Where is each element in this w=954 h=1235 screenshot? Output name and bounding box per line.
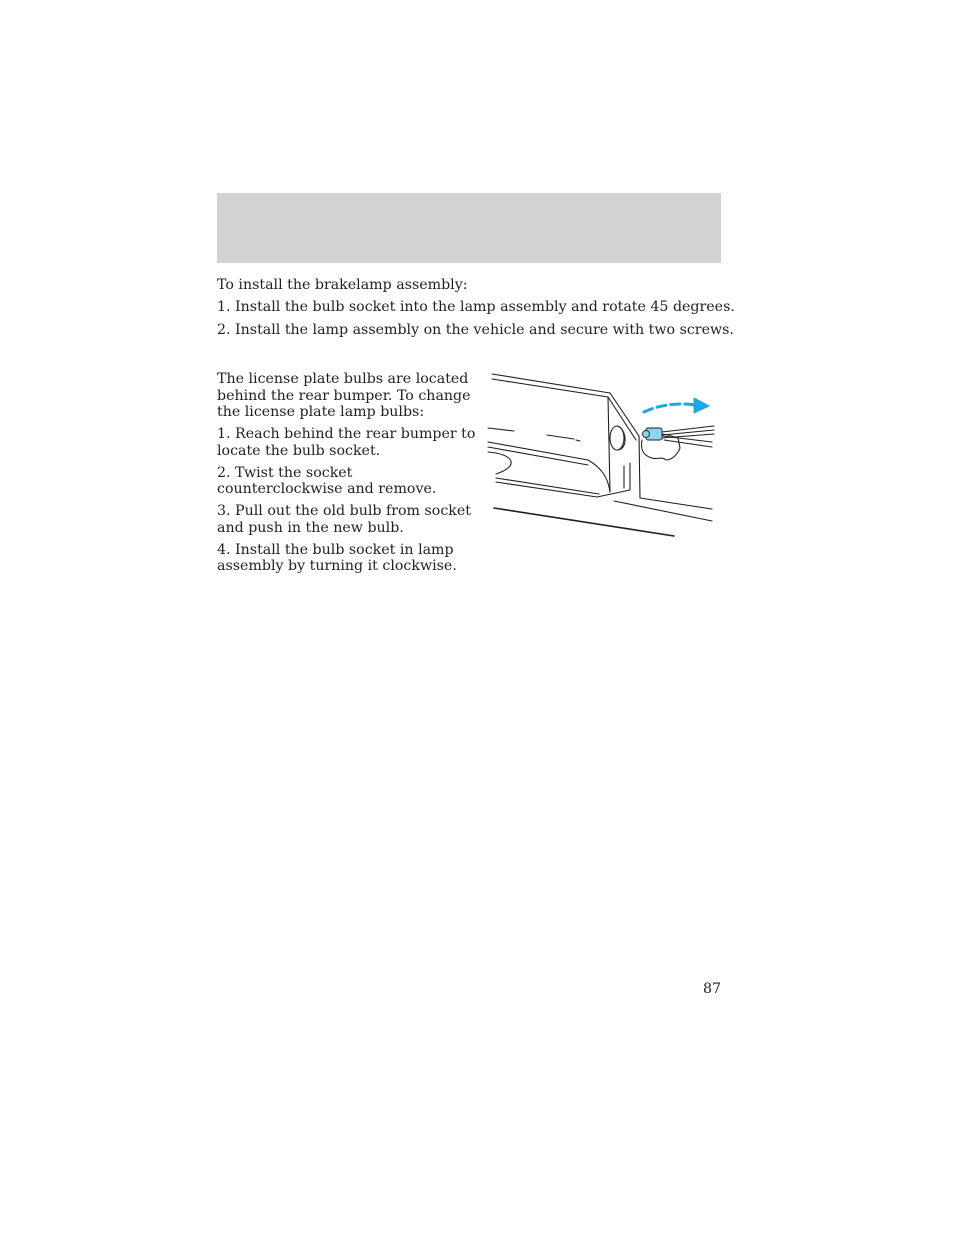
section-header-band [217,193,721,263]
license-plate-step-3: 3. Pull out the old bulb from socket and push in the new bulb. [217,503,471,536]
license-plate-intro: The license plate bulbs are located behind the rear bumper. To change the license plate lamp bulbs: [217,371,471,420]
trunk-edge-line [492,379,608,397]
body-line [614,501,712,521]
bumper-curve [488,452,511,474]
brakelamp-intro: To install the brakelamp assembly: [217,277,468,293]
recess-curve [588,460,610,492]
license-plate-step-1: 1. Reach behind the rear bumper to locate the bulb socket. [217,426,476,459]
bulb-tip [643,431,650,438]
trunk-corner-line [610,393,639,436]
license-plate-lamp-illustration [484,368,720,540]
brakelamp-step-2: 2. Install the lamp assembly on the vehicle and secure with two screws. [217,322,734,338]
body-line [640,498,712,509]
arrow-head [694,398,709,413]
license-plate-step-2: 2. Twist the socket counterclockwise and remove. [217,464,437,497]
license-plate-step-4: 4. Install the bulb socket in lamp assembly by turning it clockwise. [217,541,457,574]
bumper-line [488,442,588,460]
trunk-corner-line [608,397,636,440]
recess-line [547,435,574,439]
recess-line [488,428,514,431]
plate-trim-corner [597,463,630,497]
bulb-socket-icon [643,428,663,440]
trunk-edge-line [492,374,610,393]
ground-line [494,508,674,536]
bumper-line [488,447,588,465]
brakelamp-step-1: 1. Install the bulb socket into the lamp assembly and rotate 45 degrees. [217,299,735,315]
arrow-path [644,404,696,412]
panel-right-edge [608,397,610,492]
plate-trim-line [496,482,597,497]
rotate-arrow-icon [644,398,709,413]
recess-line [576,440,580,441]
plate-trim-line [496,478,599,494]
license-plate-instructions [217,371,479,580]
page-number: 87 [702,981,721,997]
panel-right-edge [639,436,640,498]
